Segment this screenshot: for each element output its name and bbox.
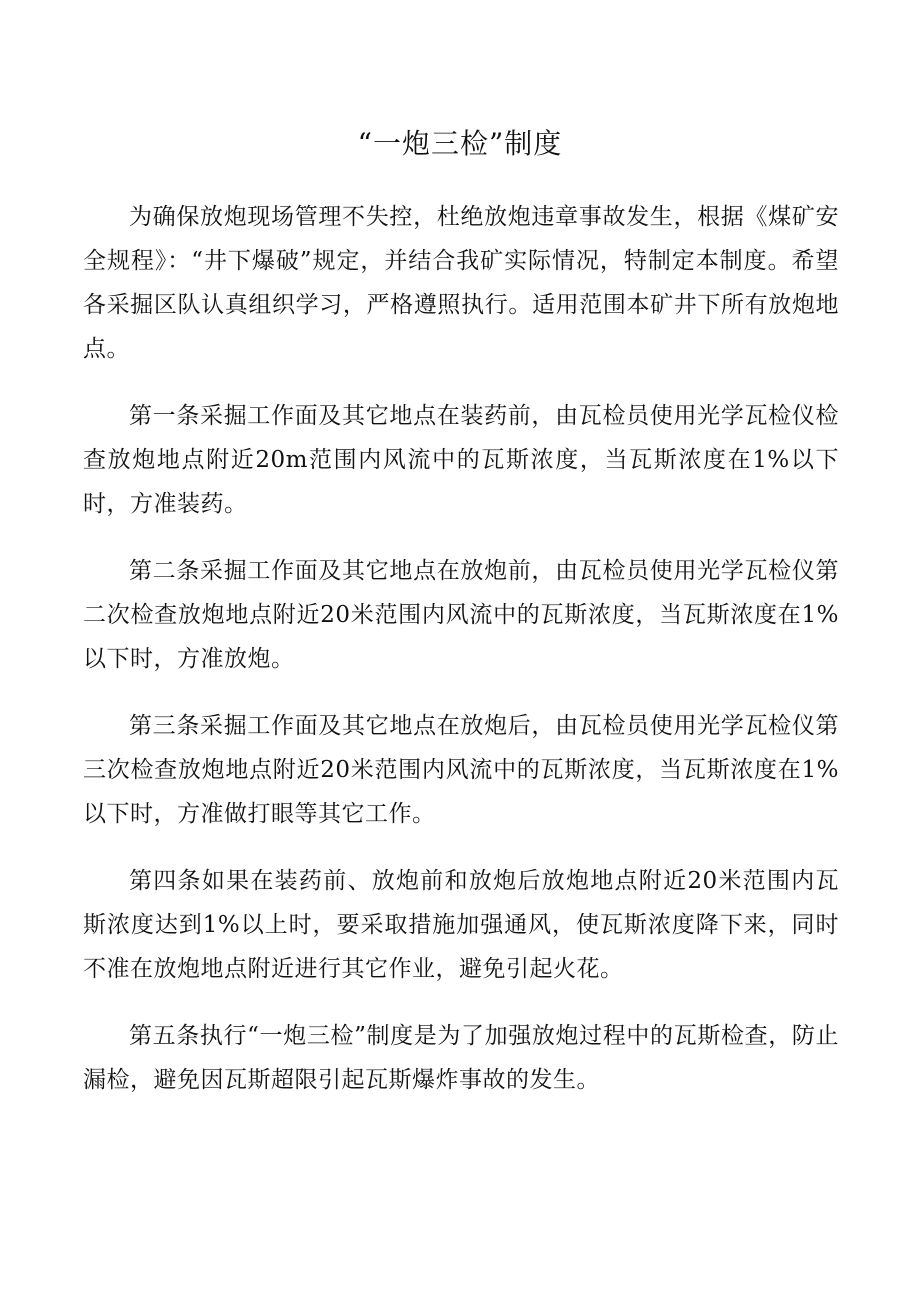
document-body	[83, 195, 839, 1102]
document-title: “一炮三检”制度	[357, 127, 563, 160]
intro-paragraph: 为确保放炮现场管理不失控，杜绝放炮违章事故发生，根据《煤矿安全规程》：“井下爆破”规定，并结合我矿实际情况，特制定本制度。希望各采掘区队认真组织学习，严格遵照执行。适用范围本矿井下所有放炮地点。	[83, 204, 839, 362]
article-4-paragraph: 第四条如果在装药前、放炮前和放炮后放炮地点附近20米范围内瓦斯浓度达到1%以上时，要采取措施加强通风，使瓦斯浓度降下来，同时不准在放炮地点附近进行其它作业，避免引起火花。	[83, 868, 839, 982]
article-5-paragraph: 第五条执行“一炮三检”制度是为了加强放炮过程中的瓦斯检查，防止漏检，避免因瓦斯超限引起瓦斯爆炸事故的发生。	[83, 1023, 839, 1093]
article-3-paragraph: 第三条采掘工作面及其它地点在放炮后，由瓦检员使用光学瓦检仪第三次检查放炮地点附近20米范围内风流中的瓦斯浓度，当瓦斯浓度在1%以下时，方准做打眼等其它工作。	[83, 713, 839, 827]
article-2-paragraph: 第二条采掘工作面及其它地点在放炮前，由瓦检员使用光学瓦检仪第二次检查放炮地点附近20米范围内风流中的瓦斯浓度，当瓦斯浓度在1%以下时，方准放炮。	[83, 558, 839, 672]
article-1-paragraph: 第一条采掘工作面及其它地点在装药前，由瓦检员使用光学瓦检仪检查放炮地点附近20m范围内风流中的瓦斯浓度，当瓦斯浓度在1%以下时，方准装药。	[83, 403, 839, 517]
